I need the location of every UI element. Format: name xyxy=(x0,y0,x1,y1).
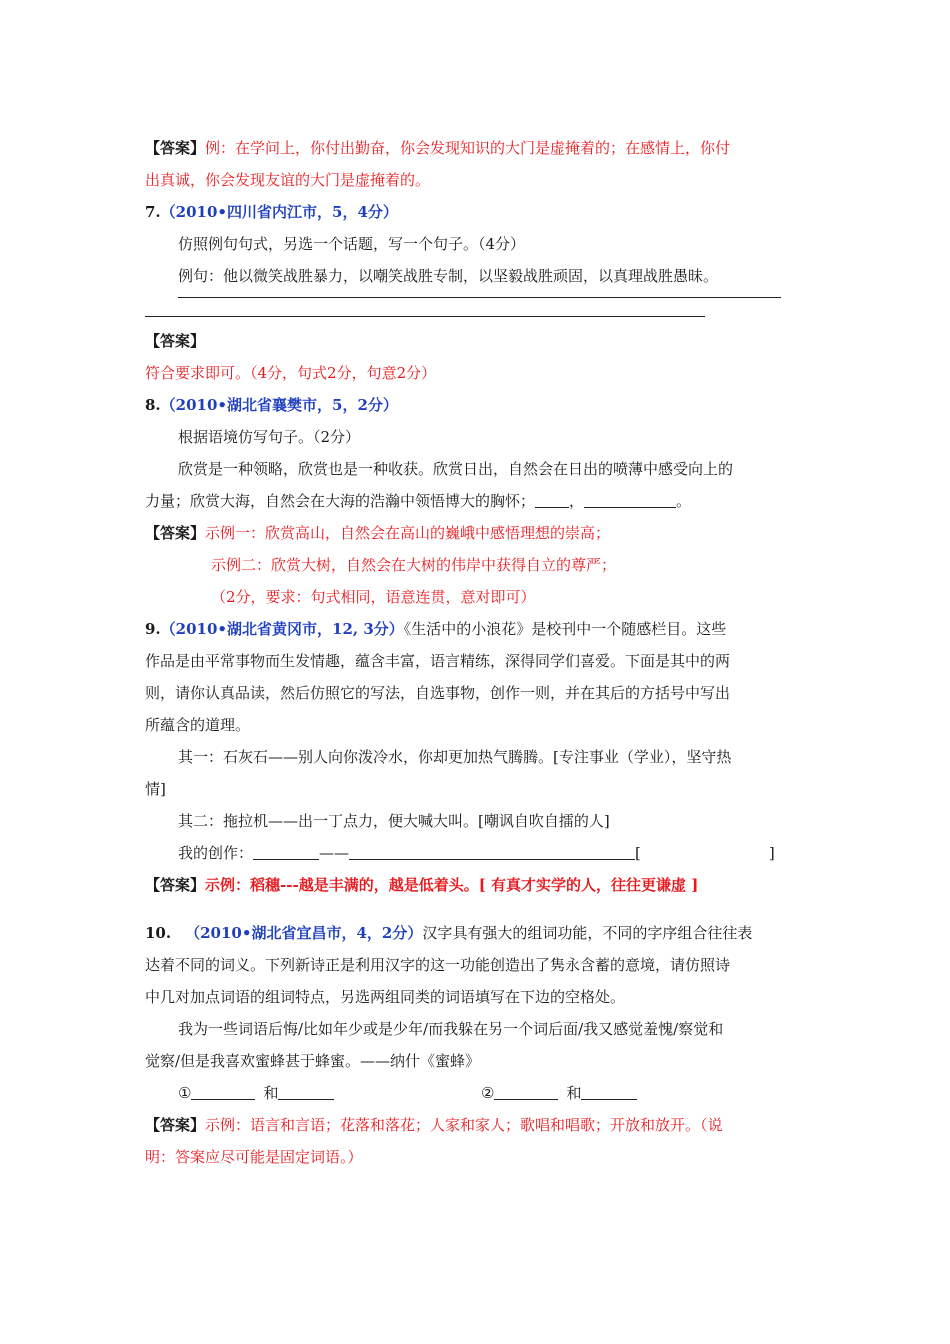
answer-label: 【答案】 xyxy=(145,139,206,157)
question-number: 9. xyxy=(145,620,161,638)
q10-text-line-2: 达着不同的词义。下列新诗正是利用汉字的这一功能创造出了隽永含蓄的意境，请仿照诗 xyxy=(145,956,731,974)
q10-header xyxy=(145,922,752,944)
q9-example-2: 其二：拖拉机——出一丁点力，便大喊大叫。[嘲讽自吹自擂的人] xyxy=(178,812,610,830)
answer-text: 示例：语言和言语；花落和落花；人家和家人；歌唱和唱歌；开放和放开。（说 xyxy=(205,1116,723,1134)
q8-answer-line-1 xyxy=(145,522,610,544)
q9-my-creation xyxy=(178,842,775,864)
and-text: 和 xyxy=(263,1084,279,1102)
answer-text: 示例：稻穗---越是丰满的，越是低着头。[ 有真才实学的人，往往更谦虚 ] xyxy=(205,876,699,894)
period: 。 xyxy=(676,492,692,510)
bracket-close: ] xyxy=(768,844,775,862)
question-source: （2010•湖北省襄樊市，5，2分） xyxy=(160,396,398,414)
question-text: 《生活中的小浪花》是校刊中一个随感栏目。这些 xyxy=(403,620,727,638)
q8-answer-line-2: 示例二：欣赏大树，自然会在大树的伟岸中获得自立的尊严； xyxy=(211,556,617,574)
fill-blank[interactable] xyxy=(581,1083,637,1100)
question-number: 10. xyxy=(145,924,172,942)
answer-text: 例：在学问上，你付出勤奋，你会发现知识的大门是虚掩着的；在感情上，你付 xyxy=(205,139,731,157)
q9-text-line-3: 则，请你认真品读，然后仿照它的写法，自选事物，创作一则，并在其后的方括号中写出 xyxy=(145,684,731,702)
bracket-open: [ xyxy=(635,844,641,862)
answer-line xyxy=(145,316,705,317)
q9-header xyxy=(145,618,726,640)
blank-number: ① xyxy=(178,1084,192,1102)
q8-header xyxy=(145,394,398,416)
answer-text: 示例一：欣赏高山，自然会在高山的巍峨中感悟理想的崇高； xyxy=(205,524,611,542)
creation-label: 我的创作： xyxy=(178,844,254,862)
comma: ， xyxy=(569,492,585,510)
q9-text-line-2: 作品是由平常事物而生发情趣，蕴含丰富，语言精练，深得同学们喜爱。下面是其中的两 xyxy=(145,652,731,670)
answer-line xyxy=(178,297,781,298)
question-number: 7. xyxy=(145,203,161,221)
fill-blank[interactable] xyxy=(191,1083,255,1100)
q7-header xyxy=(145,201,398,223)
answer-label: 【答案】 xyxy=(145,524,206,542)
fill-blank[interactable] xyxy=(584,491,676,508)
question-source: （2010•湖北省宜昌市，4，2分） xyxy=(185,924,423,942)
q10-blank-2 xyxy=(481,1082,637,1104)
fill-blank[interactable] xyxy=(278,1083,334,1100)
context-text: 力量；欣赏大海，自然会在大海的浩瀚中领悟博大的胸怀； xyxy=(145,492,536,510)
question-source: （2010•湖北省黄冈市，12, 3分） xyxy=(160,620,404,638)
blank-number: ② xyxy=(481,1084,495,1102)
q9-example-1-cont: 情] xyxy=(145,780,166,798)
answer-label: 【答案】 xyxy=(145,876,206,894)
q10-blank-1 xyxy=(178,1082,334,1104)
q9-example-1: 其一：石灰石——别人向你泼冷水，你却更加热气腾腾。[专注事业（学业），坚守热 xyxy=(178,748,732,766)
dash: —— xyxy=(319,844,350,862)
q10-text-line-3: 中几对加点词语的组词特点，另选两组同类的词语填写在下边的空格处。 xyxy=(145,988,626,1006)
q10-poem-line-1: 我为一些词语后悔/比如年少或是少年/而我躲在另一个词后面/我又感觉羞愧/察觉和 xyxy=(178,1020,724,1038)
answer-label: 【答案】 xyxy=(145,332,206,350)
q7-answer-text: 符合要求即可。（4分，句式2分，句意2分） xyxy=(145,364,437,382)
fill-blank[interactable] xyxy=(535,491,569,508)
fill-blank[interactable] xyxy=(349,843,635,860)
q10-answer-line-2: 明：答案应尽可能是固定词语。） xyxy=(145,1148,363,1166)
q8-instruction: 根据语境仿写句子。（2分） xyxy=(178,428,361,446)
q6-answer-line-2: 出真诚，你会发现友谊的大门是虚掩着的。 xyxy=(145,171,431,189)
q7-instruction: 仿照例句句式，另选一个话题，写一个句子。（4分） xyxy=(178,235,526,253)
and-text: 和 xyxy=(566,1084,582,1102)
question-number: 8. xyxy=(145,396,161,414)
fill-blank[interactable] xyxy=(253,843,319,860)
q10-poem-line-2: 觉察/但是我喜欢蜜蜂甚于蜂蜜。——纳什《蜜蜂》 xyxy=(145,1052,481,1070)
q10-answer-line-1 xyxy=(145,1114,723,1136)
q7-example: 例句：他以微笑战胜暴力，以嘲笑战胜专制，以坚毅战胜顽固，以真理战胜愚昧。 xyxy=(178,267,719,285)
q9-answer xyxy=(145,874,698,896)
q9-text-line-4: 所蕴含的道理。 xyxy=(145,716,251,734)
question-source: （2010•四川省内江市，5，4分） xyxy=(160,203,398,221)
question-text: 汉字具有强大的组词功能，不同的字序组合往往表 xyxy=(422,924,753,942)
fill-blank[interactable] xyxy=(494,1083,558,1100)
q8-context-line-2 xyxy=(145,490,691,512)
q6-answer-line-1 xyxy=(145,137,730,159)
answer-label: 【答案】 xyxy=(145,1116,206,1134)
q8-answer-line-3: （2分，要求：句式相同，语意连贯，意对即可） xyxy=(211,588,536,606)
q8-context-line-1: 欣赏是一种领略，欣赏也是一种收获。欣赏日出，自然会在日出的喷薄中感受向上的 xyxy=(178,460,734,478)
